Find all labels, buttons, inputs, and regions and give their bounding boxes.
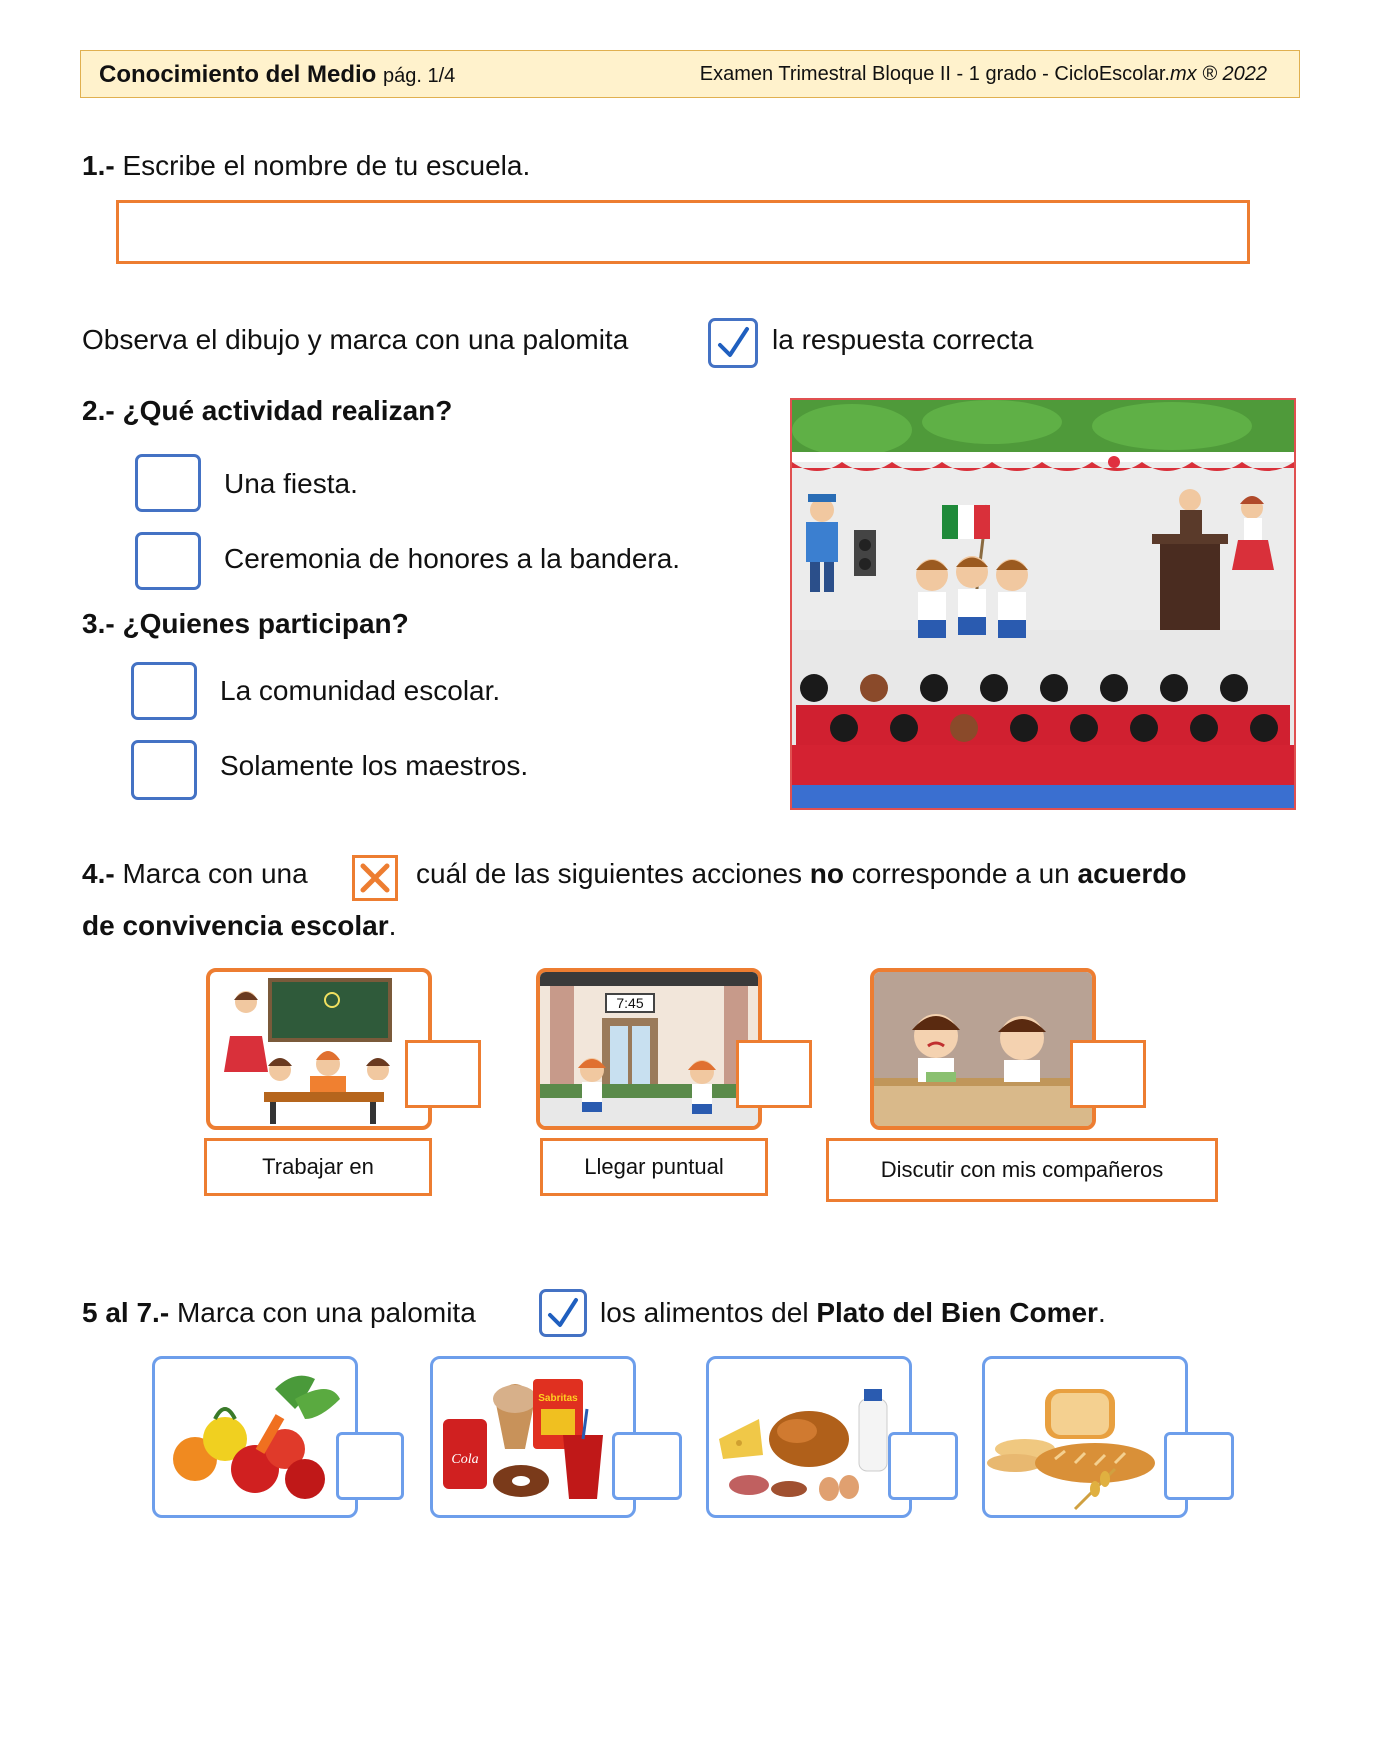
- clock-time-text: 7:45: [616, 995, 644, 1011]
- x-mark-example-icon: [352, 855, 398, 901]
- q2-option-2-label: Ceremonia de honores a la bandera.: [224, 543, 681, 574]
- q3-option-1-checkbox[interactable]: [131, 662, 197, 720]
- q3-number: 3.-: [82, 608, 115, 639]
- instruction-after: la respuesta correcta: [772, 324, 1034, 355]
- instruction-line: [82, 324, 628, 356]
- q2-number: 2.-: [82, 395, 115, 426]
- q4-no: no: [809, 858, 845, 889]
- q4-period: .: [388, 910, 397, 941]
- protein-foods-picture: [706, 1356, 912, 1518]
- q4-number: 4.-: [82, 858, 115, 889]
- question-4-line-2: [82, 910, 396, 942]
- header-subject-line: [99, 61, 455, 89]
- q4-option-2-checkbox[interactable]: [736, 1040, 812, 1108]
- food-1-checkbox[interactable]: [336, 1432, 404, 1500]
- food-4-checkbox[interactable]: [1164, 1432, 1234, 1500]
- arguing-classmates-picture: [870, 968, 1096, 1130]
- q4-option-3-checkbox[interactable]: [1070, 1040, 1146, 1108]
- q4-option-3-label: Discutir con mis compañeros: [880, 1157, 1164, 1182]
- cola-label-text: Cola: [451, 1452, 479, 1467]
- q4-option-1-label: Trabajar en: [262, 1154, 374, 1179]
- arriving-on-time-picture: [536, 968, 762, 1130]
- fruits-vegetables-picture: [152, 1356, 358, 1518]
- q4-line2: de convivencia escolar: [82, 910, 389, 941]
- question-4-line-1-rest: [416, 858, 1186, 890]
- question-4-line-1: [82, 858, 308, 890]
- q4-option-1-checkbox[interactable]: [405, 1040, 481, 1108]
- school-name-answer-box[interactable]: [116, 200, 1250, 264]
- q4-option-2-label-box: [540, 1138, 768, 1196]
- food-2-checkbox[interactable]: [612, 1432, 682, 1500]
- instruction-before: Observa el dibujo y marca con una palomita: [82, 324, 629, 355]
- bread-cereal-picture: [982, 1356, 1188, 1518]
- check-example-icon: [708, 318, 758, 368]
- q3-option-2-checkbox[interactable]: [131, 740, 197, 800]
- q4-option-2-label: Llegar puntual: [584, 1154, 724, 1179]
- q1-number: 1.-: [82, 150, 115, 181]
- junk-food-picture: [430, 1356, 636, 1518]
- exam-title-prefix: Examen Trimestral Bloque II - 1 grado - CicloEscolar.: [699, 63, 1170, 85]
- question-5-7: [82, 1297, 476, 1329]
- q4-before: Marca con una: [122, 858, 308, 889]
- question-2: [82, 395, 452, 427]
- question-3: [82, 608, 409, 640]
- subject-title: Conocimiento del Medio: [99, 61, 377, 88]
- working-together-picture: [206, 968, 432, 1130]
- instruction-after-line: [772, 324, 1033, 356]
- check-example-icon-2: [539, 1289, 587, 1337]
- q5-before: Marca con una palomita: [176, 1297, 476, 1328]
- flag-ceremony-illustration: [790, 398, 1296, 810]
- question-5-7-rest: [600, 1297, 1106, 1329]
- question-1: [82, 150, 530, 182]
- page-number: pág. 1/4: [383, 65, 456, 87]
- q4-acuerdo: acuerdo: [1077, 858, 1187, 889]
- q5-number: 5 al 7.-: [82, 1297, 170, 1328]
- q4-option-3-label-box: [826, 1138, 1218, 1202]
- q2-option-1-checkbox[interactable]: [135, 454, 201, 512]
- q5-after: los alimentos del: [600, 1297, 809, 1328]
- q5-period: .: [1097, 1297, 1106, 1328]
- q2-option-2-checkbox[interactable]: [135, 532, 201, 590]
- exam-title-mx: mx: [1169, 63, 1197, 85]
- q2-option-1-label: Una fiesta.: [224, 468, 358, 499]
- q5-bold: Plato del Bien Comer: [816, 1297, 1098, 1328]
- q4-mid1: cuál de las siguientes acciones: [416, 858, 803, 889]
- q3-option-1-label: La comunidad escolar.: [220, 675, 501, 706]
- chips-brand-text: Sabritas: [538, 1393, 578, 1404]
- exam-title-suffix: ® 2022: [1202, 63, 1267, 85]
- q2-text: ¿Qué actividad realizan?: [122, 395, 453, 426]
- food-3-checkbox[interactable]: [888, 1432, 958, 1500]
- q4-mid2: corresponde a un: [851, 858, 1070, 889]
- page-header: [80, 50, 1300, 98]
- q3-text: ¿Quienes participan?: [122, 608, 409, 639]
- q1-text: Escribe el nombre de tu escuela.: [122, 150, 531, 181]
- q4-option-1-label-box: [204, 1138, 432, 1196]
- q3-option-2-label: Solamente los maestros.: [220, 750, 529, 781]
- exam-title: [700, 63, 1267, 86]
